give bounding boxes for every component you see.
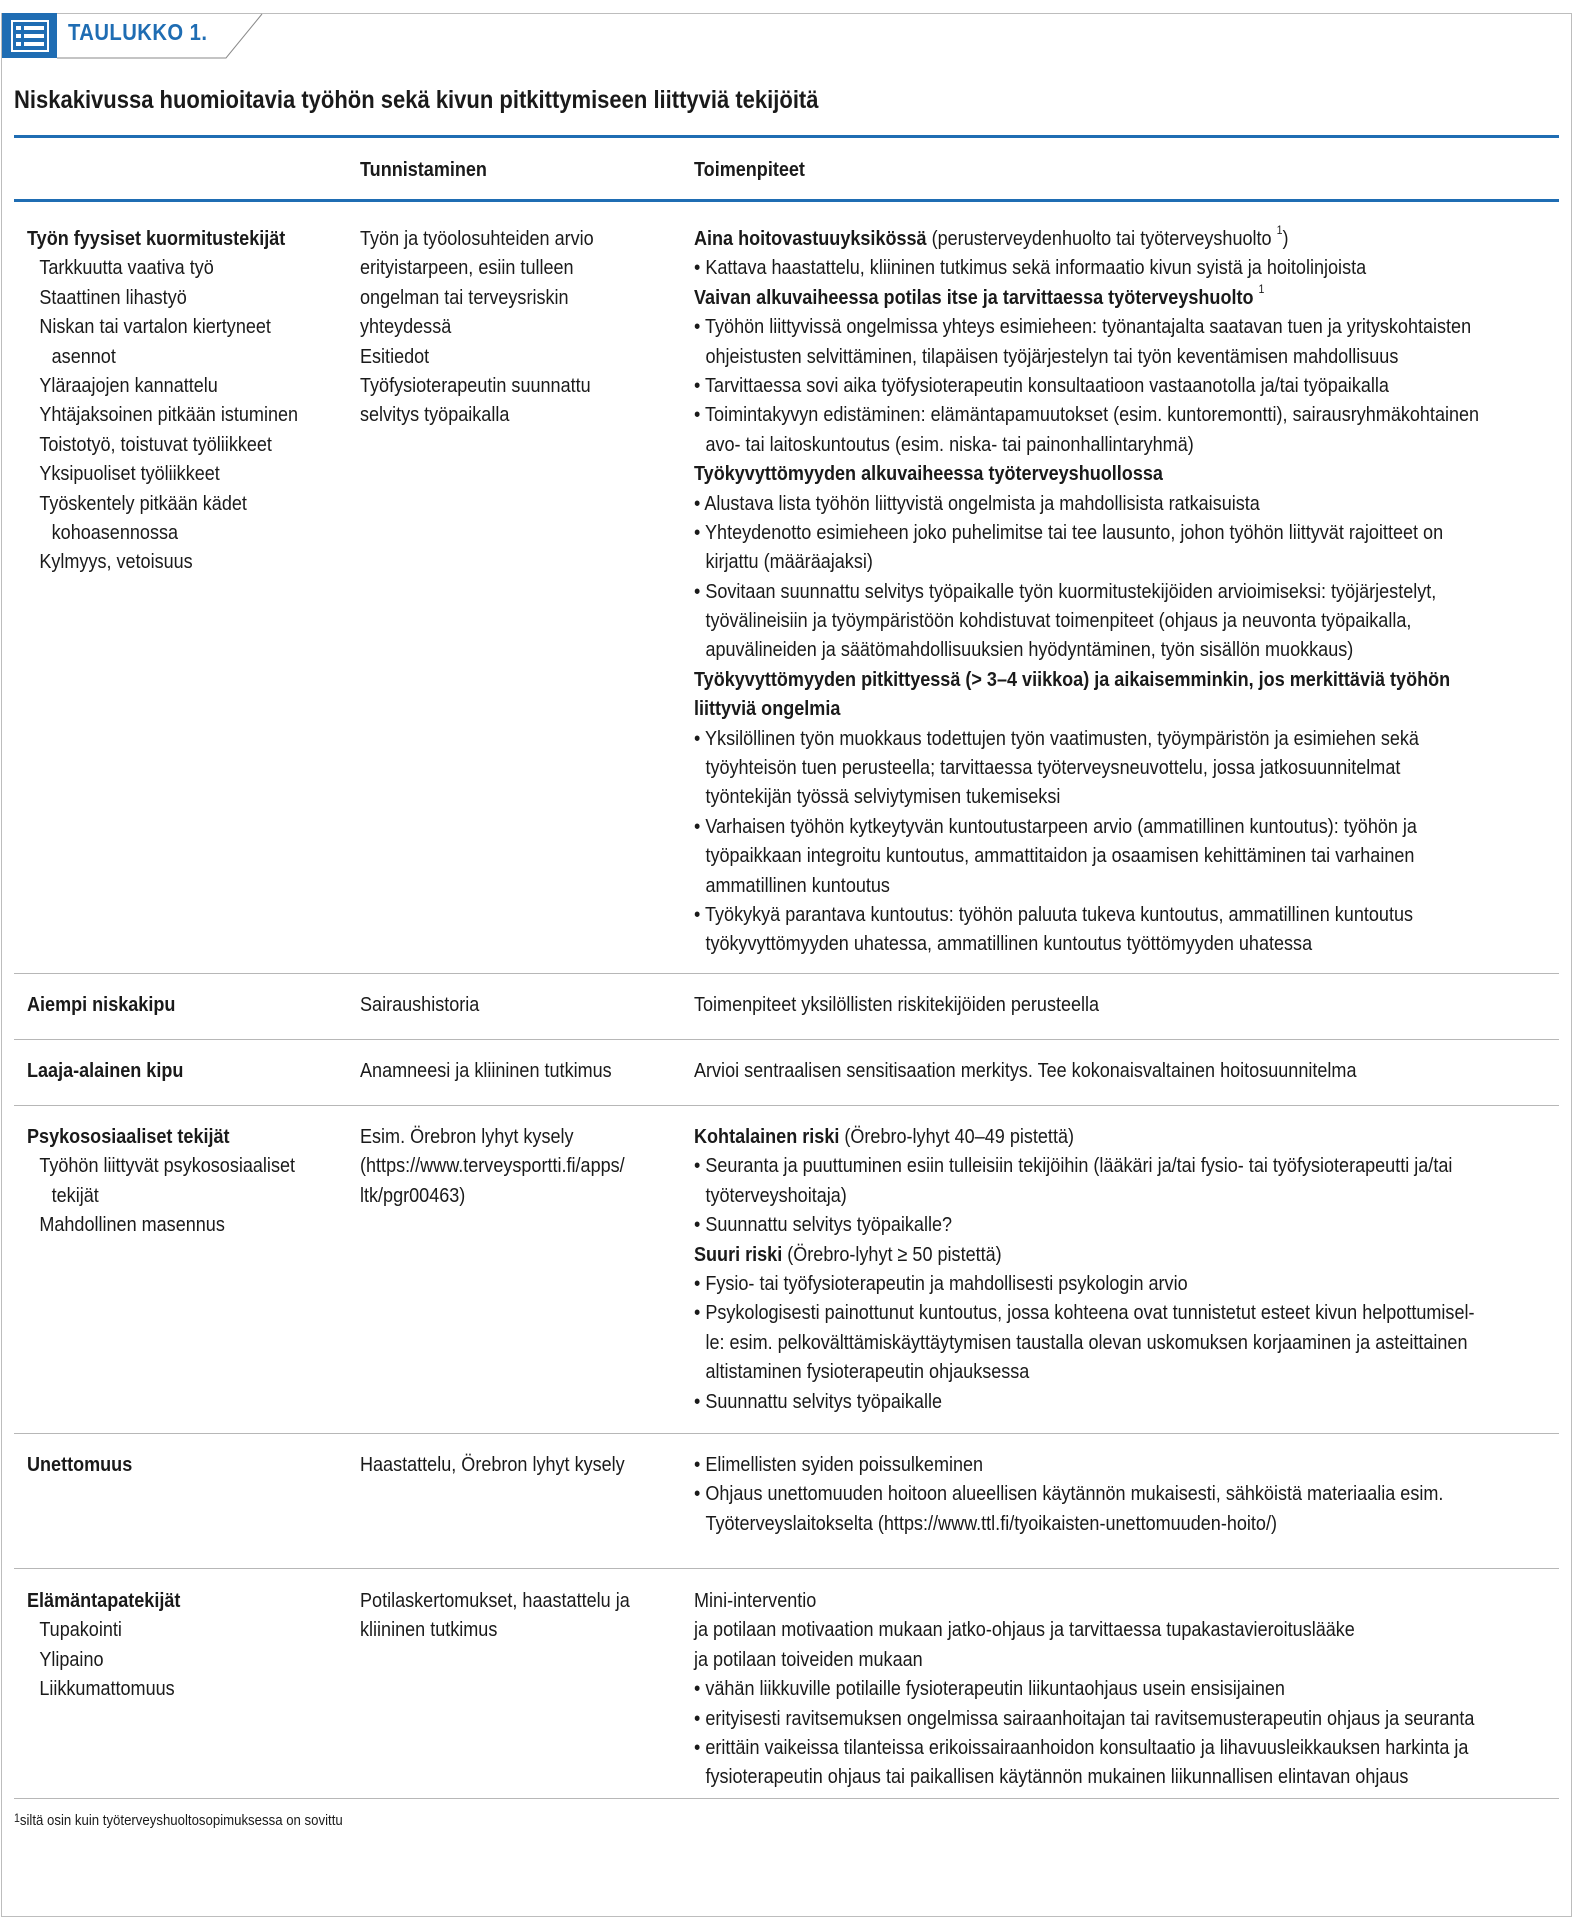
factor-item: Mahdollinen masennus	[39, 1213, 225, 1237]
action-bullet: ammatillinen kuntoutus	[705, 873, 890, 897]
recognition-line: yhteydessä	[360, 315, 452, 339]
action-bullet: kirjattu (määräajaksi)	[705, 550, 873, 574]
action-bullet: • Seuranta ja puuttuminen esiin tulleisiin tekijöihin (lääkäri ja/tai fysio- tai työfysioterapeutti ja/tai	[694, 1151, 1475, 1180]
factor-item: Staattinen lihastyö	[39, 285, 187, 309]
actions-cell	[694, 990, 1099, 1019]
action-bullet: työpaikkaan integroitu kuntoutus, ammattitaidon ja osaamisen kehittäminen tai varhainen	[705, 844, 1415, 868]
factor-item: Niskan tai vartalon kiertyneet	[39, 315, 271, 339]
factor-item: Tarkkuutta vaativa työ	[39, 256, 214, 280]
action-bullet: työntekijän työssä selviytymisen tukemiseksi	[705, 785, 1061, 809]
action-bullet: • erittäin vaikeissa tilanteissa erikoissairaanhoidon konsultaatio ja lihavuusleikkauksen harkinta ja	[694, 1733, 1474, 1762]
action-heading-part: 1	[1276, 223, 1283, 237]
action-heading	[694, 1240, 1475, 1269]
actions-cell	[694, 224, 1479, 959]
action-line: Mini-interventio	[694, 1589, 817, 1612]
action-bullet: • Toimintakyvyn edistäminen: elämäntapamuutokset (esim. kuntoremontti), sairausryhmäkohtainen	[694, 400, 1479, 429]
action-heading-part: (Örebro-lyhyt 40–49 pistettä)	[839, 1125, 1074, 1148]
factor-cell	[27, 1586, 180, 1704]
action-heading	[694, 283, 1479, 312]
recognition-line: Esim. Örebron lyhyt kysely	[360, 1125, 574, 1148]
action-heading-bold: Vaivan alkuvaiheessa potilas itse ja tarvittaessa työterveyshuolto	[694, 285, 1259, 309]
action-heading-part: (perusterveydenhuolto tai työterveyshuolto	[926, 227, 1277, 250]
action-heading-bold: Aina hoitovastuuyksikössä	[694, 227, 927, 250]
recognition-line: ongelman tai terveysriskin	[360, 285, 569, 309]
action-heading: Työkyvyttömyyden alkuvaiheessa työterveyshuollossa	[694, 462, 1163, 486]
row-divider	[14, 973, 1559, 974]
action-line: ja potilaan motivaation mukaan jatko-ohjaus ja tarvittaessa tupakastavieroituslääke	[694, 1618, 1355, 1642]
action-bullet: • Työkykyä parantava kuntoutus: työhön paluuta tukeva kuntoutus, ammatillinen kuntoutus	[694, 900, 1479, 929]
actions-cell	[694, 1122, 1475, 1416]
factor-item: asennot	[51, 344, 116, 368]
factor-heading: Psykososiaaliset tekijät	[27, 1125, 230, 1148]
action-bullet: apuvälineiden ja säätömahdollisuuksien hyödyntäminen, työn sisällön muokkaus)	[705, 638, 1354, 662]
table-tab	[0, 13, 268, 58]
factor-item: Tupakointi	[39, 1618, 122, 1642]
table-bottom-rule	[14, 1798, 1559, 1799]
action-heading-part: )	[1282, 227, 1289, 250]
recognition-line: Työn ja työolosuhteiden arvio	[360, 227, 594, 250]
action-heading: Työkyvyttömyyden pitkittyessä (> 3–4 viikkoa) ja aikaisemminkin, jos merkittäviä työhön	[694, 667, 1451, 691]
factor-cell	[27, 224, 298, 577]
action-heading	[694, 224, 1479, 253]
footnote	[14, 1812, 343, 1829]
column-header-actions: Toimenpiteet	[694, 158, 805, 181]
recognition-cell	[360, 1450, 625, 1479]
factor-heading: Unettomuus	[27, 1453, 133, 1476]
factor-item: Toistotyö, toistuvat työliikkeet	[39, 432, 272, 456]
row-divider	[14, 1105, 1559, 1106]
action-bullet: • Elimellisten syiden poissulkeminen	[694, 1450, 1443, 1479]
recognition-cell	[360, 1586, 630, 1645]
recognition-line: ltk/pgr00463)	[360, 1183, 466, 1207]
title-rule	[14, 135, 1559, 138]
action-bullet: • Ohjaus unettomuuden hoitoon alueellisen käytännön mukaisesti, sähköistä materiaalia esim.	[694, 1479, 1443, 1508]
recognition-line: Työfysioterapeutin suunnattu	[360, 373, 591, 397]
action-heading-bold: Kohtalainen riski	[694, 1125, 840, 1148]
factor-heading: Työn fyysiset kuormitustekijät	[27, 227, 286, 250]
actions-cell	[694, 1450, 1443, 1538]
table-list-icon	[2, 13, 57, 58]
action-bullet: • Tarvittaessa sovi aika työfysioterapeutin konsultaatioon vastaanotolla ja/tai työpaikalla	[694, 371, 1479, 400]
actions-cell	[694, 1586, 1474, 1792]
action-heading-part: 1	[1258, 281, 1265, 296]
action-bullet: työterveyshoitaja)	[705, 1183, 847, 1207]
factor-cell	[27, 990, 175, 1019]
action-bullet: Työterveyslaitokselta (https://www.ttl.fi/tyoikaisten-unettomuuden-hoito/)	[705, 1511, 1277, 1535]
factor-item: Työhön liittyvät psykososiaaliset	[39, 1154, 296, 1178]
recognition-line: Potilaskertomukset, haastattelu ja	[360, 1589, 630, 1612]
action-line: Toimenpiteet yksilöllisten riskitekijöiden perusteella	[694, 993, 1100, 1016]
factor-heading: Elämäntapatekijät	[27, 1589, 181, 1612]
recognition-cell	[360, 224, 594, 430]
action-bullet: työyhteisön tuen perusteella; tarvittaessa työterveysneuvottelu, jossa jatkosuunnitelmat	[705, 756, 1401, 780]
factor-item: kohoasennossa	[51, 520, 179, 544]
factor-item: Työskentely pitkään kädet	[39, 491, 247, 515]
recognition-cell	[360, 1056, 612, 1085]
action-heading	[694, 1122, 1475, 1151]
header-rule	[14, 199, 1559, 202]
factor-item: Ylipaino	[39, 1647, 104, 1671]
action-bullet: • Yksilöllinen työn muokkaus todettujen työn vaatimusten, työympäristön ja esimiehen sekä	[694, 724, 1479, 753]
recognition-line: selvitys työpaikalla	[360, 403, 510, 427]
factor-item: Kylmyys, vetoisuus	[39, 550, 193, 574]
action-heading-bold: Suuri riski	[694, 1242, 783, 1266]
factor-heading: Laaja-alainen kipu	[27, 1059, 184, 1082]
factor-item: tekijät	[51, 1183, 99, 1207]
factor-item: Yksipuoliset työliikkeet	[39, 462, 220, 486]
action-bullet: • Työhön liittyvissä ongelmissa yhteys esimieheen: työnantajalta saatavan tuen ja yrityskohtaisten	[694, 312, 1479, 341]
recognition-line: kliininen tutkimus	[360, 1618, 498, 1642]
recognition-line: erityistarpeen, esiin tulleen	[360, 256, 574, 280]
row-divider	[14, 1039, 1559, 1040]
action-bullet: • Yhteydenotto esimieheen joko puhelimitse tai tee lausunto, johon työhön liittyvät rajoitteet on	[694, 518, 1479, 547]
action-bullet: avo- tai laitoskuntoutus (esim. niska- tai painonhallintaryhmä)	[705, 432, 1194, 456]
recognition-line: (https://www.terveysportti.fi/apps/	[360, 1154, 625, 1178]
action-bullet: • Fysio- tai työfysioterapeutin ja mahdollisesti psykologin arvio	[694, 1269, 1475, 1298]
column-header-recognition: Tunnistaminen	[360, 158, 487, 181]
action-bullet: • Psykologisesti painottunut kuntoutus, jossa kohteena ovat tunnistetut esteet kivun helpottumisel-	[694, 1298, 1475, 1327]
action-bullet: • Kattava haastattelu, kliininen tutkimus sekä informaatio kivun syistä ja hoitolinjoista	[694, 253, 1479, 282]
action-line: ja potilaan toiveiden mukaan	[694, 1647, 923, 1671]
action-bullet: • Suunnattu selvitys työpaikalle	[694, 1387, 1475, 1416]
row-divider	[14, 1568, 1559, 1569]
footnote-marker: 1	[14, 1811, 20, 1825]
factor-item: Yhtäjaksoinen pitkään istuminen	[39, 403, 299, 427]
recognition-cell	[360, 1122, 625, 1210]
row-divider	[14, 1433, 1559, 1434]
recognition-line: Sairaushistoria	[360, 993, 480, 1016]
factor-heading: Aiempi niskakipu	[27, 993, 176, 1016]
tab-label: TAULUKKO 1.	[68, 19, 208, 45]
action-bullet: • vähän liikkuville potilaille fysioterapeutin liikuntaohjaus usein ensisijainen	[694, 1674, 1474, 1703]
action-bullet: työvälineisiin ja työympäristöön kohdistuvat toimenpiteet (ohjaus ja neuvonta työpaikalla,	[705, 609, 1412, 633]
actions-cell	[694, 1056, 1356, 1085]
footnote-text: siltä osin kuin työterveyshuoltosopimuksessa on sovittu	[19, 1812, 343, 1829]
factor-cell	[27, 1056, 183, 1085]
action-heading-part: (Örebro-lyhyt ≥ 50 pistettä)	[782, 1242, 1002, 1266]
action-bullet: • erityisesti ravitsemuksen ongelmissa sairaanhoitajan tai ravitsemusterapeutin ohjaus ja seuranta	[694, 1704, 1474, 1733]
action-bullet: le: esim. pelkovälttämiskäyttäytymisen taustalla olevan uskomuksen korjaaminen ja asteittainen	[705, 1330, 1468, 1354]
action-bullet: ohjeistusten selvittäminen, tilapäisen työjärjestelyn tai työn keventämisen mahdollisuus	[705, 344, 1399, 368]
recognition-line: Esitiedot	[360, 344, 430, 368]
factor-cell	[27, 1122, 295, 1240]
recognition-line: Haastattelu, Örebron lyhyt kysely	[360, 1453, 625, 1476]
action-heading: liittyviä ongelmia	[694, 697, 841, 721]
action-bullet: • Alustava lista työhön liittyvistä ongelmista ja mahdollisista ratkaisuista	[694, 489, 1479, 518]
recognition-cell	[360, 990, 479, 1019]
factor-item: Yläraajojen kannattelu	[39, 373, 218, 397]
action-bullet: työkyvyttömyyden uhatessa, ammatillinen kuntoutus työttömyyden uhatessa	[705, 932, 1313, 956]
action-line: Arvioi sentraalisen sensitisaation merkitys. Tee kokonaisvaltainen hoitosuunnitelma	[694, 1059, 1357, 1082]
action-bullet: altistaminen fysioterapeutin ohjauksessa	[705, 1360, 1030, 1384]
recognition-line: Anamneesi ja kliininen tutkimus	[360, 1059, 612, 1082]
factor-cell	[27, 1450, 132, 1479]
table-title: Niskakivussa huomioitavia työhön sekä kivun pitkittymiseen liittyviä tekijöitä	[14, 86, 819, 114]
factor-item: Liikkumattomuus	[39, 1677, 175, 1701]
action-bullet: • Varhaisen työhön kytkeytyvän kuntoutustarpeen arvio (ammatillinen kuntoutus): työhön ja	[694, 812, 1479, 841]
action-bullet: • Suunnattu selvitys työpaikalle?	[694, 1210, 1475, 1239]
action-bullet: • Sovitaan suunnattu selvitys työpaikalle työn kuormitustekijöiden arvioimiseksi: työjärjestelyt,	[694, 577, 1479, 606]
action-bullet: fysioterapeutin ohjaus tai paikallisen käytännön mukainen liikunnallisen elintavan ohjaus	[705, 1765, 1409, 1789]
